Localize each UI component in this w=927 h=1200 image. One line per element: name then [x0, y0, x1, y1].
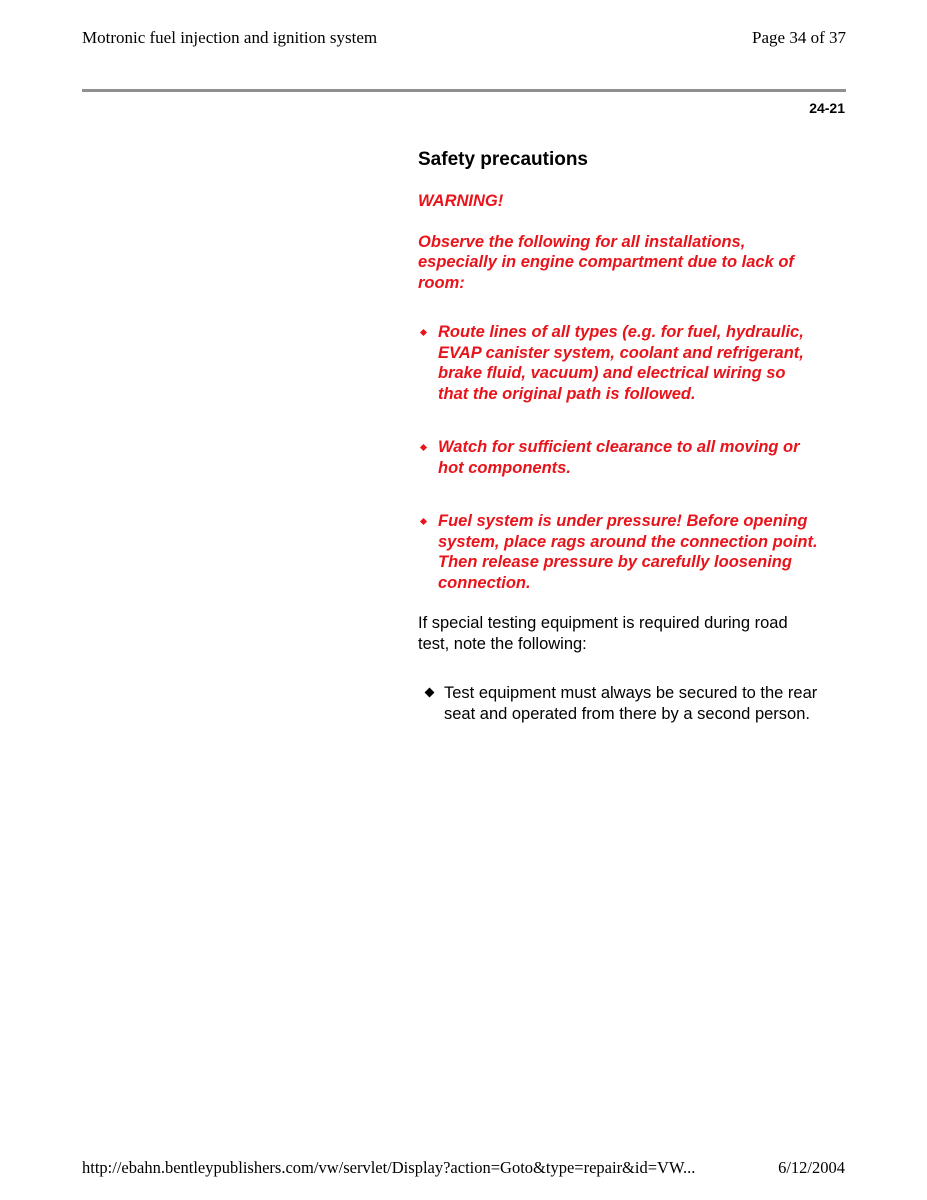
source-url: http://ebahn.bentleypublishers.com/vw/servlet/Display?action=Goto&type=repair&id=VW... [82, 1158, 696, 1177]
diamond-bullet-icon [420, 444, 427, 451]
testing-intro: If special testing equipment is required during road test, note the following: [418, 614, 788, 653]
document-title: Motronic fuel injection and ignition system [82, 28, 378, 47]
warning-item [418, 322, 818, 404]
page-indicator: Page 34 of 37 [752, 28, 846, 47]
print-date: 6/12/2004 [778, 1158, 845, 1177]
warning-item-text: Watch for sufficient clearance to all moving or hot components. [438, 438, 800, 477]
warning-title: WARNING! [418, 192, 504, 210]
testing-item [418, 683, 824, 724]
warning-intro: Observe the following for all installations, especially in engine compartment due to lack of room: [418, 232, 794, 292]
diamond-bullet-icon [420, 329, 427, 336]
diamond-bullet-icon [420, 518, 427, 525]
section-number: 24-21 [809, 100, 845, 116]
page-heading: Safety precautions [418, 149, 588, 170]
warning-item-text: Fuel system is under pressure! Before opening system, place rags around the connection point. Then release pressure by carefully loosening connection. [438, 512, 818, 592]
testing-item-text: Test equipment must always be secured to the rear seat and operated from there by a second person. [444, 684, 818, 723]
header-divider [82, 89, 846, 92]
testing-list [418, 683, 838, 724]
diamond-bullet-icon [425, 688, 435, 698]
warning-item [418, 437, 818, 478]
warning-item [418, 511, 818, 593]
main-content [418, 146, 838, 724]
warning-list [418, 322, 838, 593]
warning-item-text: Route lines of all types (e.g. for fuel, hydraulic, EVAP canister system, coolant and refrigerant, brake fluid, vacuum) and electrical wiring so that the original path is followed. [438, 323, 804, 403]
